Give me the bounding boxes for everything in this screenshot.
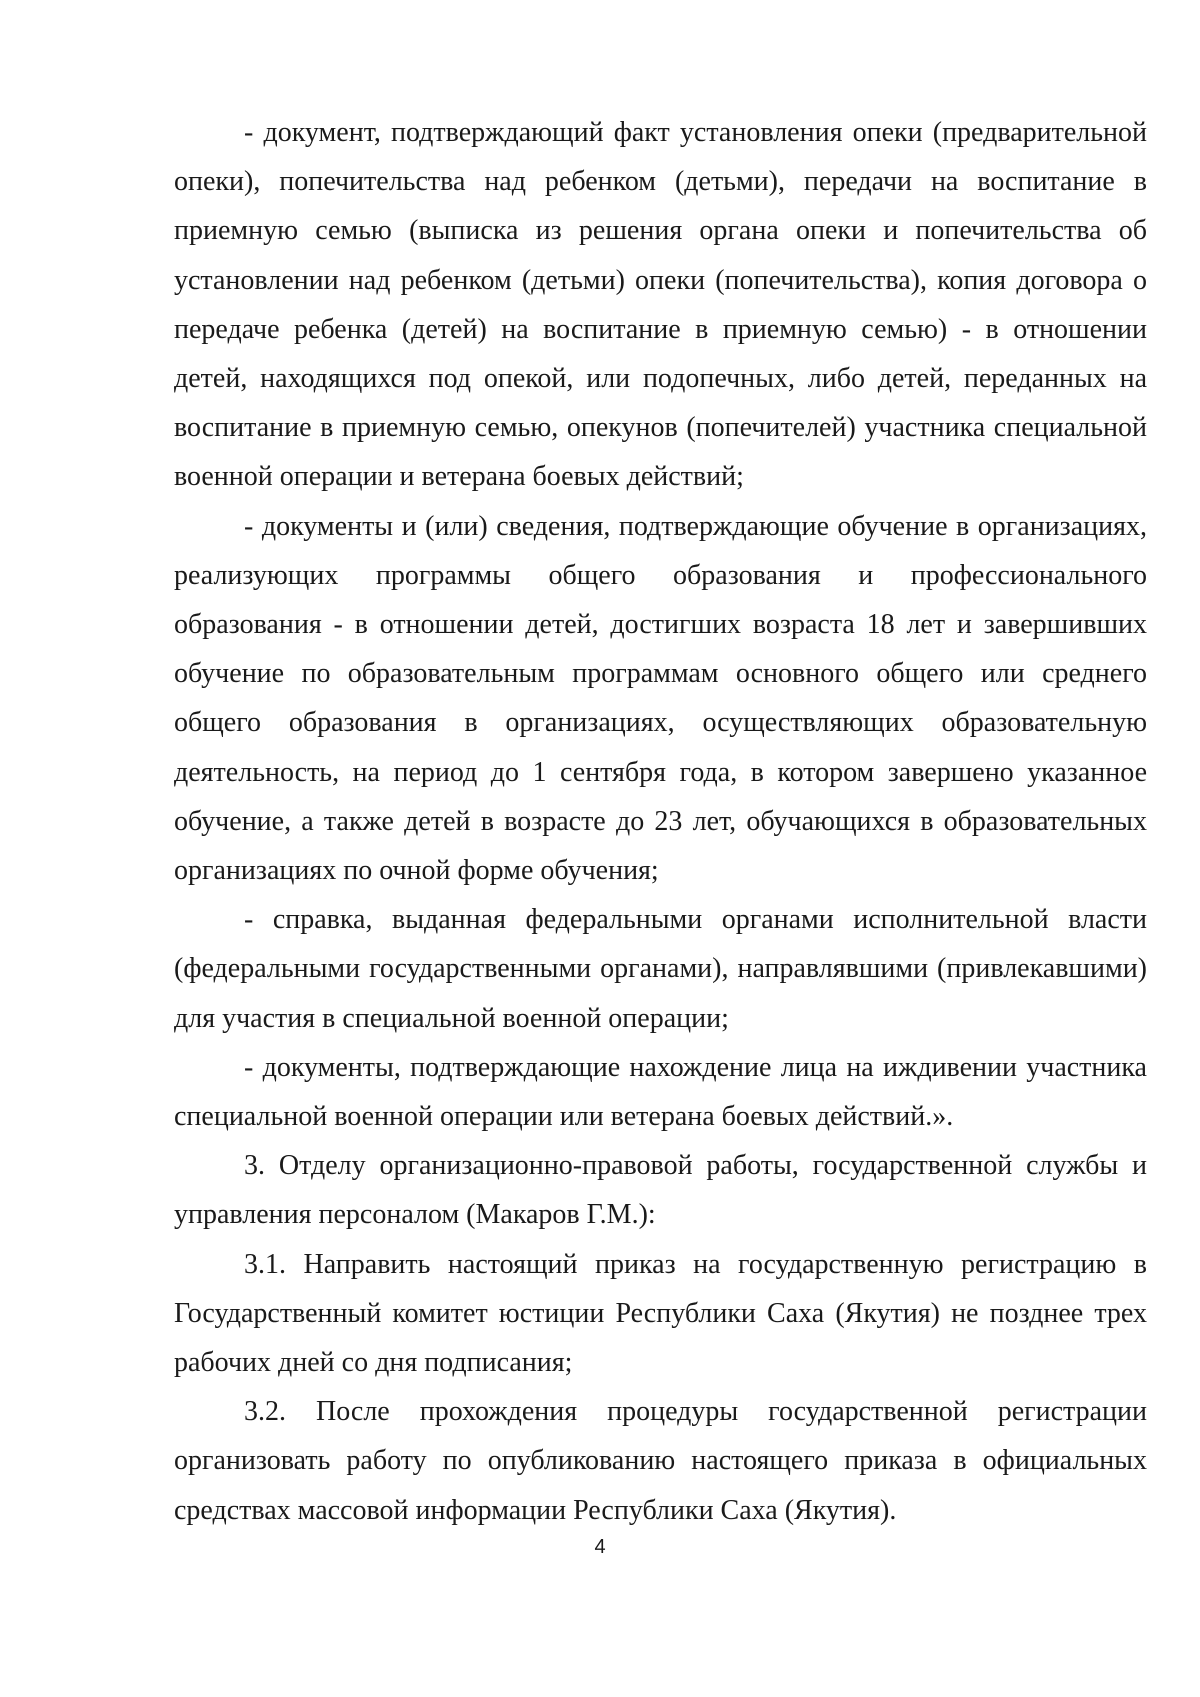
paragraph-item-3: 3. Отделу организационно-правовой работы, государственной службы и управления персоналом (Макаров Г.М.):	[174, 1150, 1147, 1231]
paragraph-education-documents: - документы и (или) сведения, подтверждающие обучение в организациях, реализующих программы общего образования и профессионального образования - в отношении детей, достигших возраста 18 лет и завершивших обучение по образовательным программам основного общего или среднего общего образования в организациях, осуществляющих образовательную деятельность, на период до 1 сентября года, в котором завершено указанное обучение, а также детей в возрасте до 23 лет, обучающихся в образовательных организациях по очной форме обучения;	[174, 510, 1147, 887]
paragraph-guardianship-document: - документ, подтверждающий факт установления опеки (предварительной опеки), попечительства над ребенком (детьми), передачи на воспитание в приемную семью (выписка из решения органа опеки и попечительства об установлении над ребенком (детьми) опеки (попечительства), копия договора о передаче ребенка (детей) на воспитание в приемную семью) - в отношении детей, находящихся под опекой, или подопечных, либо детей, переданных на воспитание в приемную семью, опекунов (попечителей) участника специальной военной операции и ветерана боевых действий;	[174, 117, 1147, 493]
paragraph-item-3-1: 3.1. Направить настоящий приказ на государственную регистрацию в Государственный комитет юстиции Республики Саха (Якутия) не позднее трех рабочих дней со дня подписания;	[174, 1248, 1147, 1379]
document-body	[174, 108, 1147, 1535]
paragraph-item-3-2: 3.2. После прохождения процедуры государственной регистрации организовать работу по опубликованию настоящего приказа в официальных средствах массовой информации Республики Саха (Якутия).	[174, 1396, 1147, 1526]
paragraph-federal-certificate: - справка, выданная федеральными органами исполнительной власти (федеральными государственными органами), направлявшими (привлекавшими) для участия в специальной военной операции;	[174, 904, 1147, 1034]
paragraph-dependency-documents: - документы, подтверждающие нахождение лица на иждивении участника специальной военной операции или ветерана боевых действий.».	[174, 1051, 1147, 1133]
page-number: 4	[594, 1536, 606, 1558]
